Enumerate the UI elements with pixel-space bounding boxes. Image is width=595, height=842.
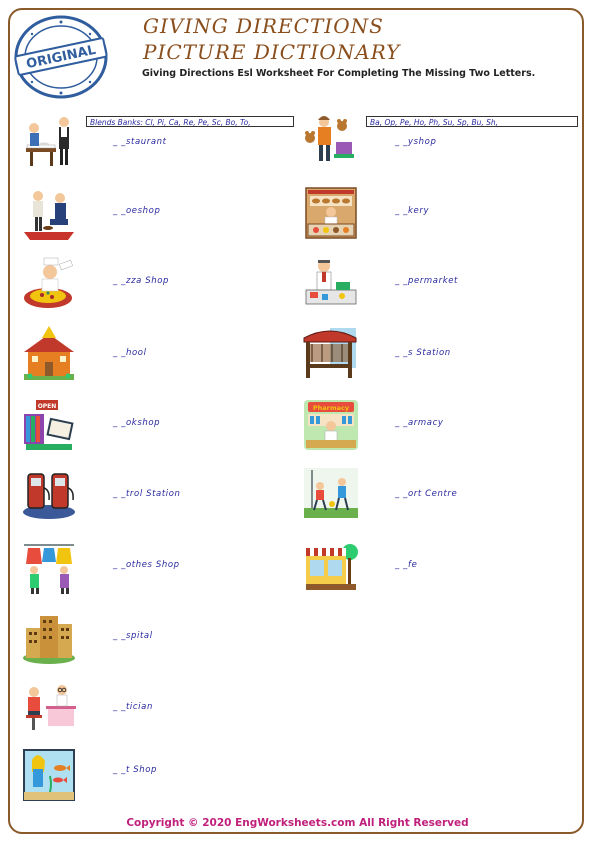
svg-text:OPEN: OPEN: [37, 403, 57, 410]
bus-station-icon: [302, 324, 360, 382]
svg-text:ORIGINAL: ORIGINAL: [24, 42, 98, 73]
hospital-icon: [20, 608, 78, 666]
cafe-icon: [302, 538, 360, 596]
petrol-station-icon: [20, 464, 78, 522]
word-shoeshop: _ _oeshop: [113, 206, 161, 216]
page-title: GIVING DIRECTIONS: [143, 14, 384, 38]
restaurant-icon: [20, 112, 78, 170]
word-bookshop: _ _okshop: [113, 418, 161, 428]
word-optician: _ _tician: [113, 702, 153, 712]
word-petrol-station: _ _trol Station: [113, 489, 181, 499]
word-bus-station: _ _s Station: [395, 348, 451, 358]
bakery-icon: [302, 184, 360, 242]
copyright-footer: Copyright © 2020 EngWorksheets.com All Right Reserved: [126, 817, 469, 829]
page-subtitle: Giving Directions Esl Worksheet For Completing The Missing Two Letters.: [142, 68, 536, 79]
sport-centre-icon: [302, 464, 360, 522]
pet-shop-icon: [20, 746, 78, 804]
word-toyshop: _ _yshop: [395, 137, 437, 147]
word-cafe: _ _fe: [395, 560, 418, 570]
word-supermarket: _ _permarket: [395, 276, 458, 286]
word-school: _ _hool: [113, 348, 147, 358]
page-border: [8, 8, 584, 834]
optician-icon: [20, 678, 78, 736]
word-pet-shop: _ _t Shop: [113, 765, 158, 775]
word-hospital: _ _spital: [113, 631, 153, 641]
word-bakery: _ _kery: [395, 206, 430, 216]
school-icon: [20, 324, 78, 382]
pizza-shop-icon: [20, 254, 78, 312]
shoe-shop-icon: [20, 184, 78, 242]
word-bank-left: Blends Banks: Cl, Pi, Ca, Re, Pe, Sc, Bo, To,: [86, 116, 294, 127]
word-restaurant: _ _staurant: [113, 137, 167, 147]
word-clothes-shop: _ _othes Shop: [113, 560, 180, 570]
word-sport-centre: _ _ort Centre: [395, 489, 458, 499]
pharmacy-icon: [302, 396, 360, 454]
word-pizza-shop: _ _zza Shop: [113, 276, 170, 286]
bookshop-icon: [20, 396, 78, 454]
supermarket-icon: [302, 254, 360, 312]
clothes-shop-icon: [20, 538, 78, 596]
toyshop-icon: [302, 112, 360, 170]
page-title-line2: PICTURE DICTIONARY: [143, 40, 401, 64]
original-stamp-icon: [12, 14, 110, 100]
word-bank-right: Ba, Op, Pe, Ho, Ph, Su, Sp, Bu, Sh,: [366, 116, 578, 127]
word-pharmacy: _ _armacy: [395, 418, 444, 428]
svg-text:Pharmacy: Pharmacy: [312, 404, 350, 412]
